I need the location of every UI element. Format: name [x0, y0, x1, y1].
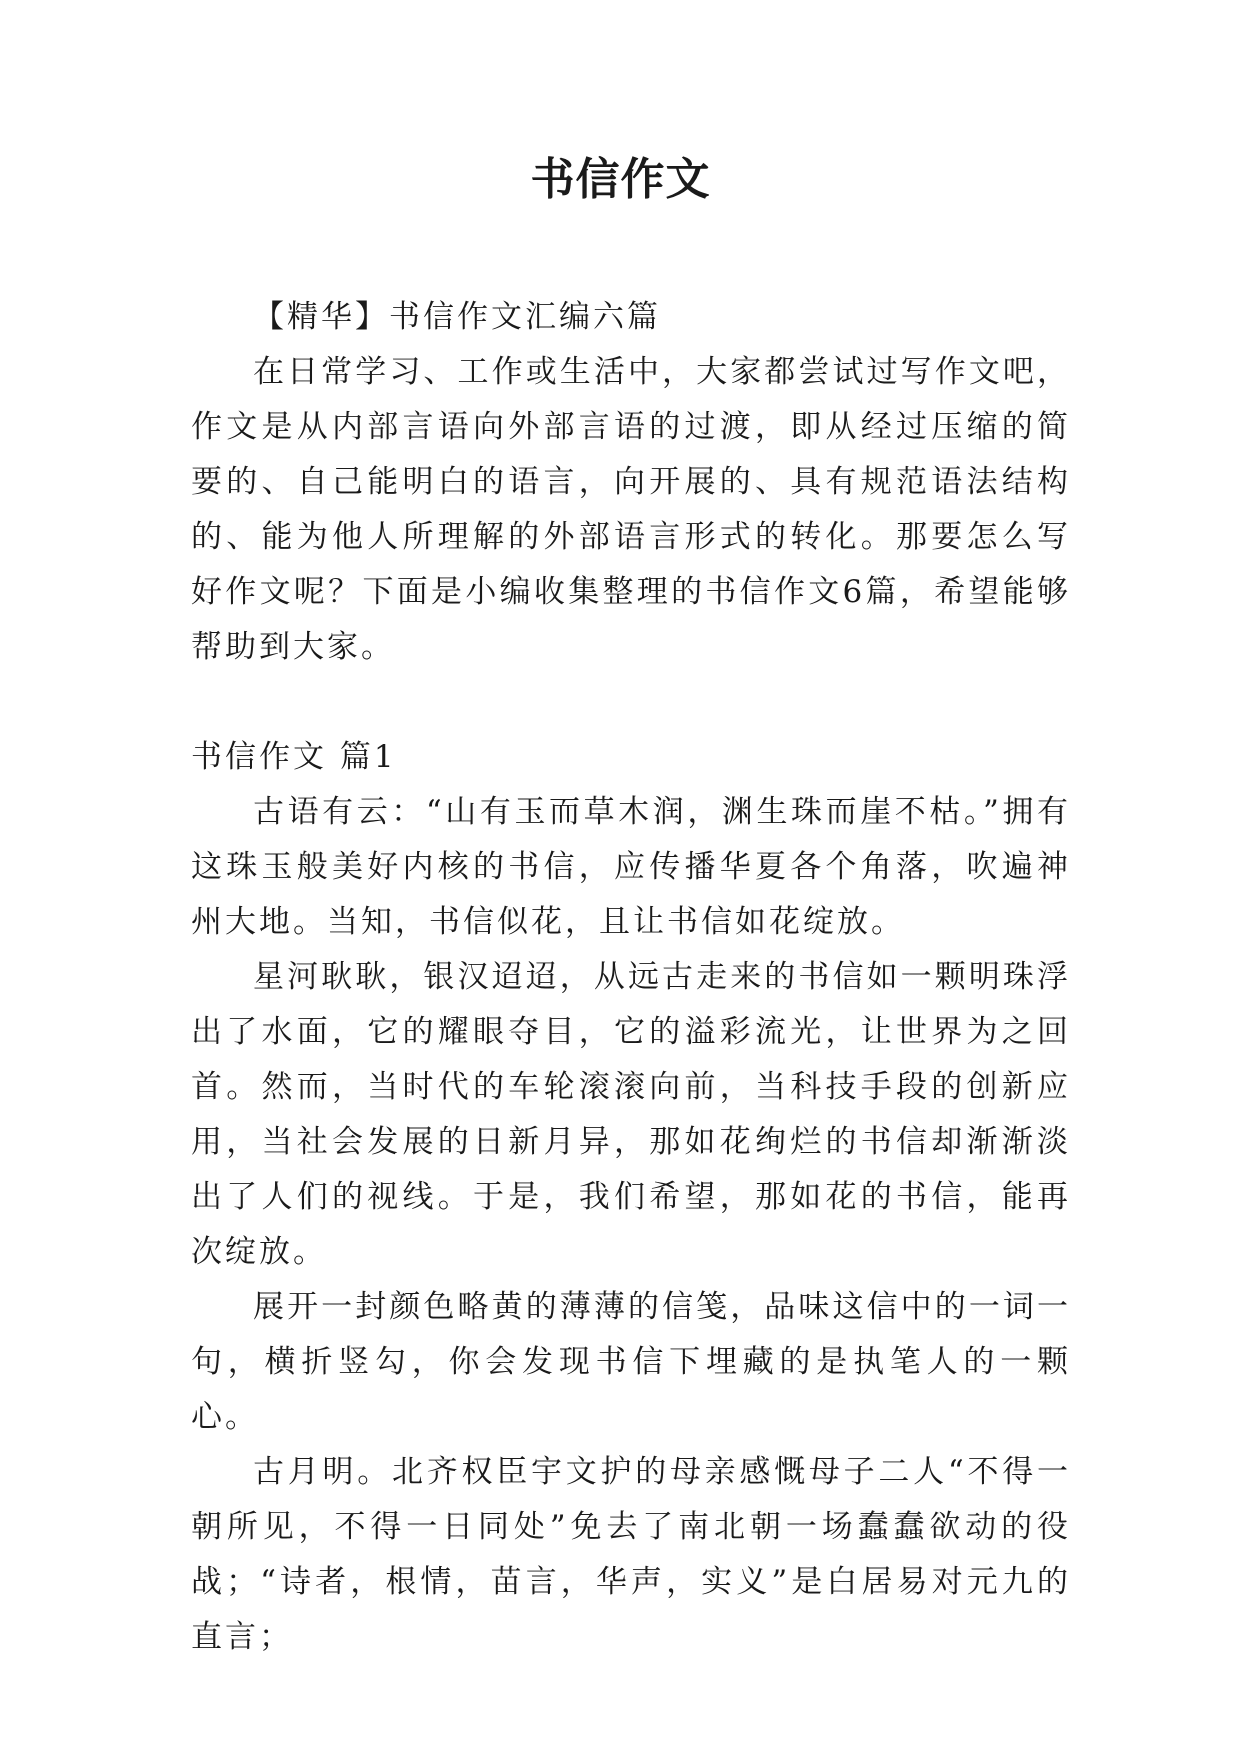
section-heading: 书信作文 篇1: [191, 739, 397, 775]
paragraph-1: 古语有云：“山有玉而草木润，渊生珠而崖不枯。”拥有这珠玉般美好内核的书信，应传播华夏各个角落，吹遍神州大地。当知，书信似花，且让书信如花绽放。: [191, 794, 1071, 940]
document-body: [191, 290, 1071, 1665]
document-subtitle: 【精华】书信作文汇编六篇: [253, 299, 661, 335]
paragraph-4: 古月明。北齐权臣宇文护的母亲感慨母子二人“不得一朝所见，不得一日同处”免去了南北朝一场蠢蠢欲动的役战；“诗者，根情，苗言，华声，实义”是白居易对元九的直言；: [191, 1454, 1071, 1655]
paragraph-2: 星河耿耿，银汉迢迢，从远古走来的书信如一颗明珠浮出了水面，它的耀眼夺目，它的溢彩流光，让世界为之回首。然而，当时代的车轮滚滚向前，当科技手段的创新应用，当社会发展的日新月异，那如花绚烂的书信却渐渐淡出了人们的视线。于是，我们希望，那如花的书信，能再次绽放。: [191, 959, 1071, 1270]
paragraph-3: 展开一封颜色略黄的薄薄的信笺，品味这信中的一词一句，横折竖勾，你会发现书信下埋藏的是执笔人的一颗心。: [191, 1289, 1071, 1435]
document-title: 书信作文: [530, 154, 711, 205]
intro-paragraph: 在日常学习、工作或生活中，大家都尝试过写作文吧，作文是从内部言语向外部言语的过渡，即从经过压缩的简要的、自己能明白的语言，向开展的、具有规范语法结构的、能为他人所理解的外部语言形式的转化。那要怎么写好作文呢？下面是小编收集整理的书信作文6篇，希望能够帮助到大家。: [191, 354, 1071, 665]
